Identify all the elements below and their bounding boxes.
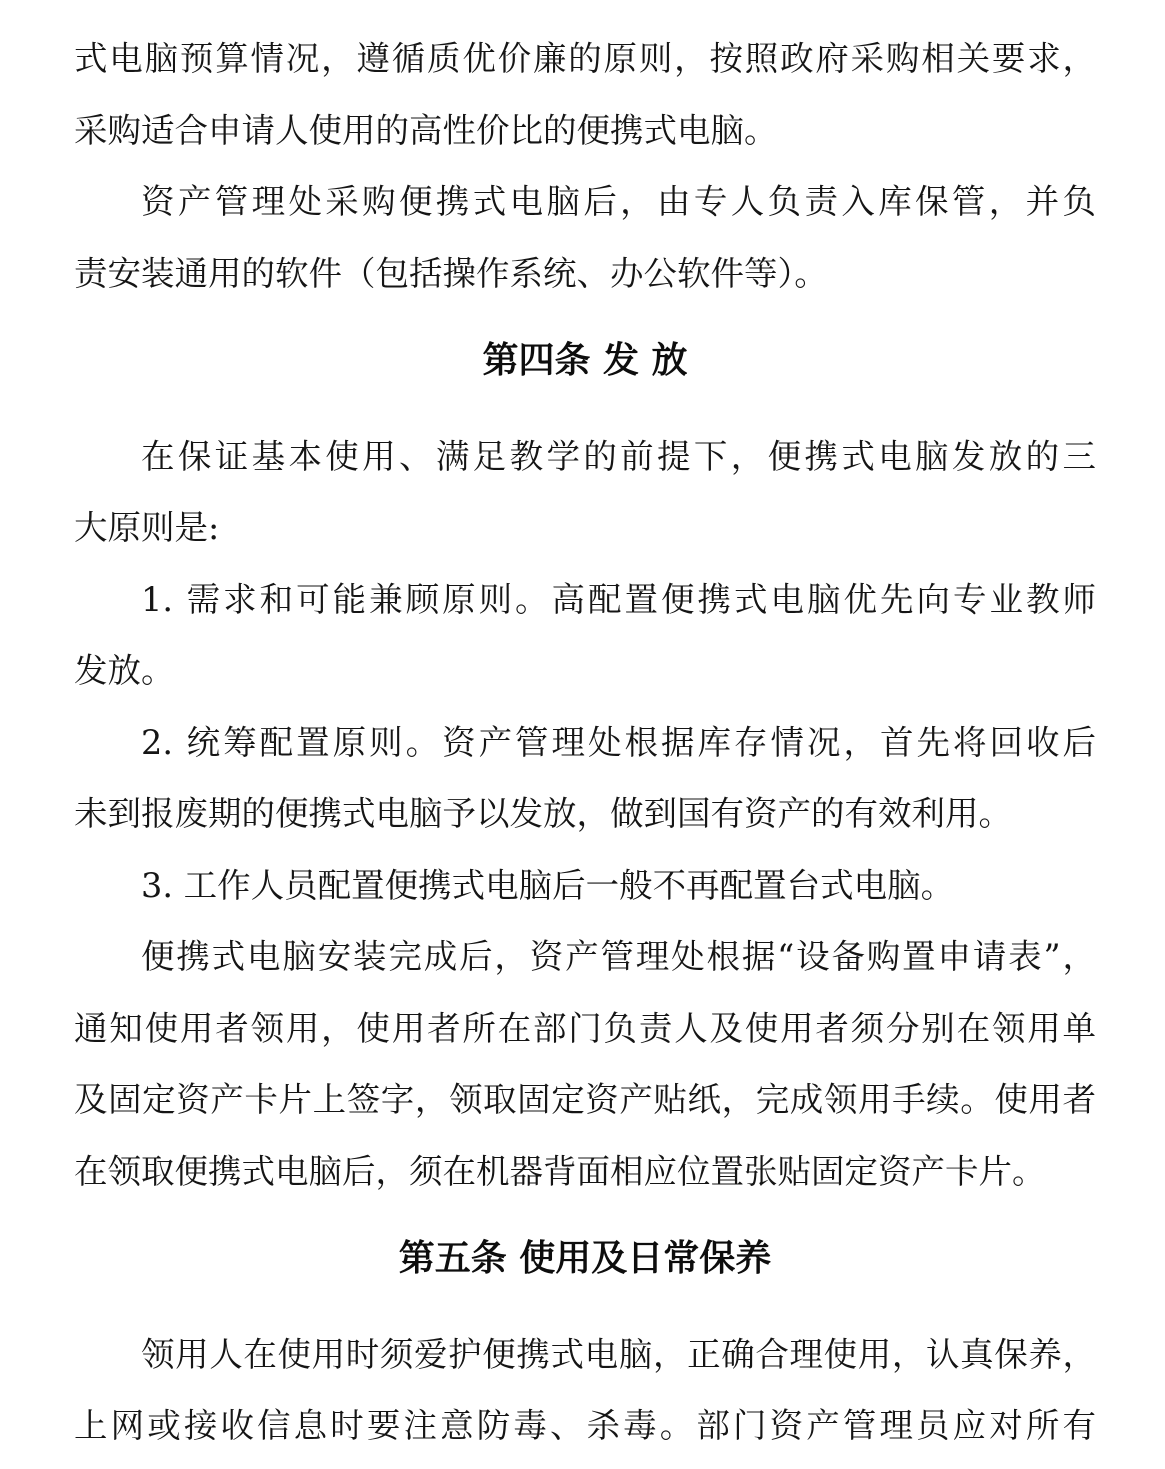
body-line: 及固定资产卡片上签字，领取固定资产贴纸，完成领用手续。使用者 — [74, 1080, 1096, 1119]
body-line: 便携式电脑安装完成后，资产管理处根据“设备购置申请表”， — [141, 937, 1096, 976]
body-line: 领用人在使用时须爱护便携式电脑，正确合理使用，认真保养， — [141, 1334, 1096, 1374]
body-line: 资产管理处采购便携式电脑后，由专人负责入库保管，并负 — [141, 182, 1096, 221]
body-line: 1. 需求和可能兼顾原则。高配置便携式电脑优先向专业教师 — [141, 579, 1096, 619]
body-line: 3. 工作人员配置便携式电脑后一般不再配置台式电脑。 — [141, 865, 955, 905]
body-line: 2. 统筹配置原则。资产管理处根据库存情况，首先将回收后 — [141, 722, 1096, 762]
section5-heading: 第五条 使用及日常保养 — [398, 1238, 772, 1279]
body-line: 发放。 — [74, 651, 175, 690]
body-line: 责安装通用的软件（包括操作系统、办公软件等）。 — [74, 253, 828, 293]
body-line: 未到报废期的便携式电脑予以发放，做到国有资产的有效利用。 — [74, 794, 1012, 833]
body-line: 上网或接收信息时要注意防毒、杀毒。部门资产管理员应对所有 — [74, 1406, 1096, 1445]
body-line: 采购适合申请人使用的高性价比的便携式电脑。 — [74, 110, 778, 150]
body-line: 式电脑预算情况，遵循质优价廉的原则，按照政府采购相关要求， — [74, 39, 1096, 78]
body-line: 通知使用者领用，使用者所在部门负责人及使用者须分别在领用单 — [74, 1008, 1096, 1048]
body-line: 大原则是: — [74, 508, 220, 547]
body-line: 在领取便携式电脑后，须在机器背面相应位置张贴固定资产卡片。 — [74, 1151, 1046, 1191]
section4-heading: 第四条 发 放 — [482, 340, 688, 381]
body-line: 在保证基本使用、满足教学的前提下，便携式电脑发放的三 — [141, 436, 1096, 476]
